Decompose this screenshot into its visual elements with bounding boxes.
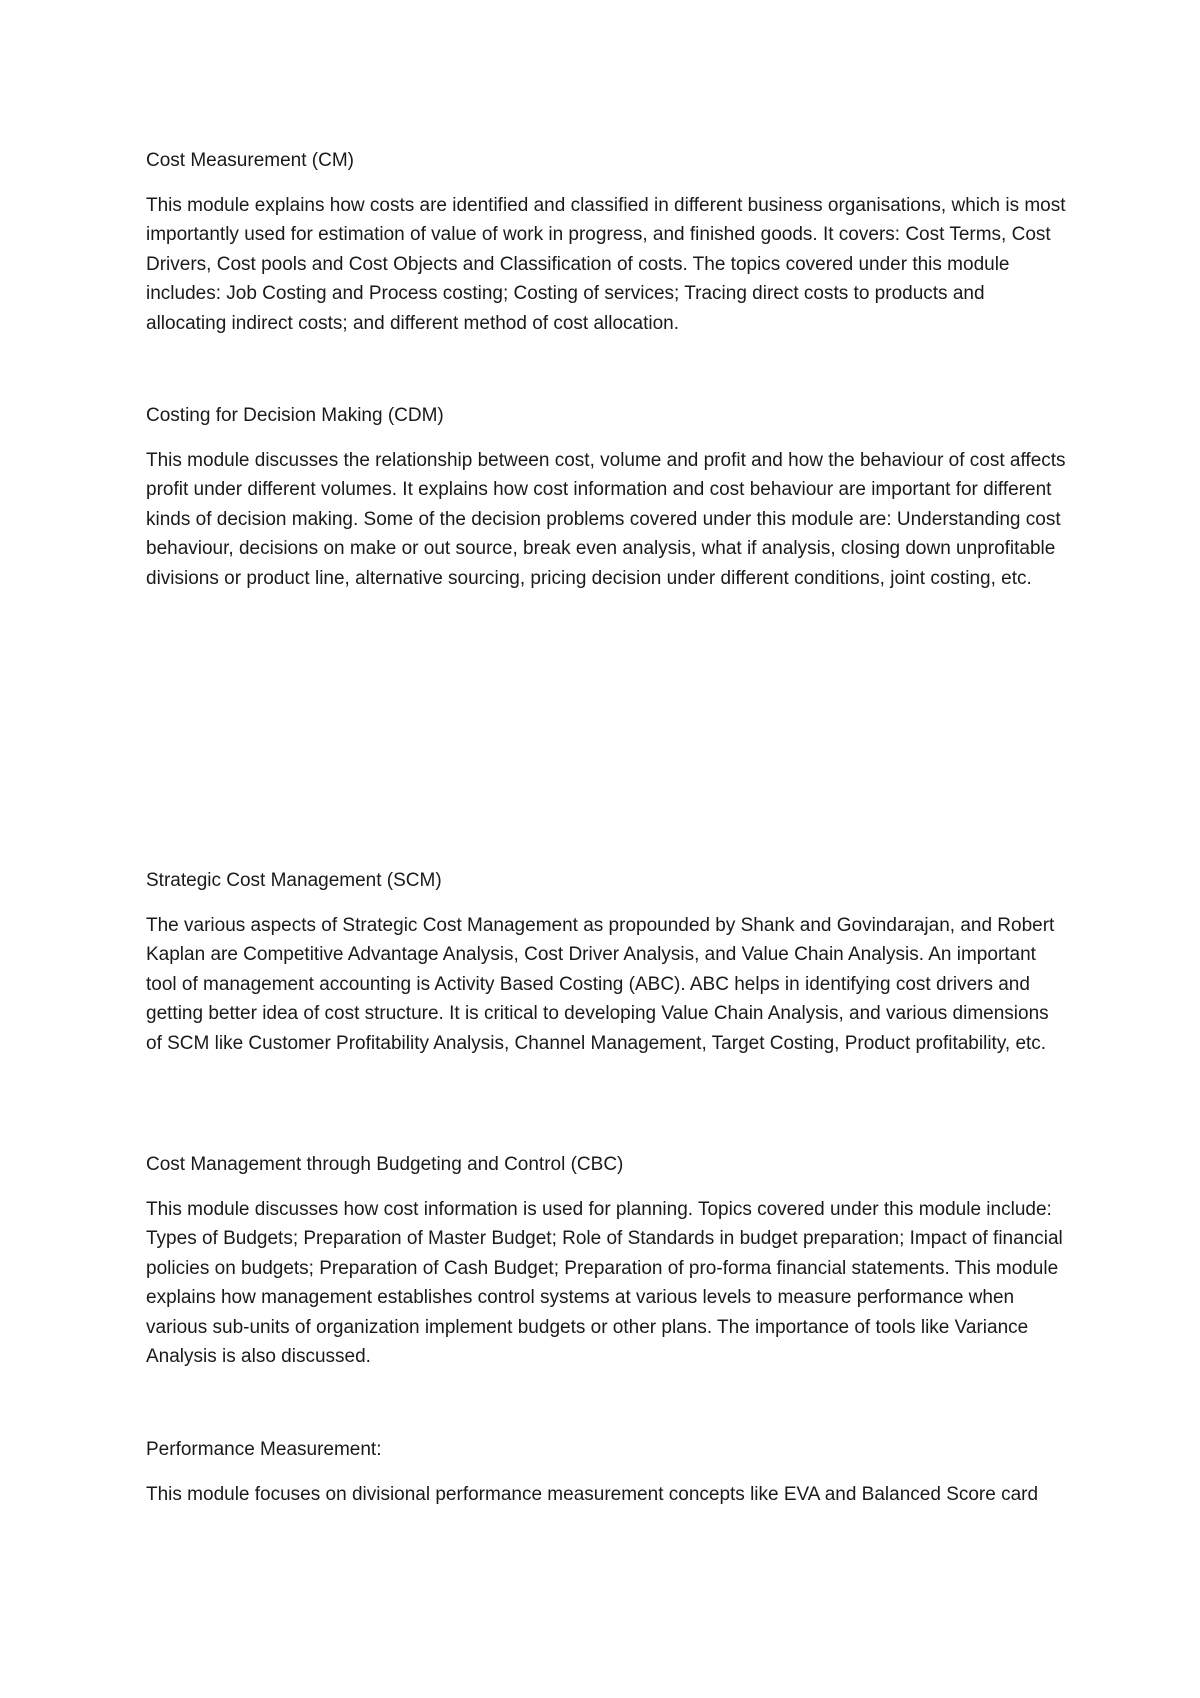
section-body: This module explains how costs are identified and classified in different business organisations, which is most importantly used for estimation of value of work in progress, and finished goods. It covers: Cost Terms, Cost Drivers, Cost pools and Cost Objects and Classification of costs. The topics covered under this module includes: Job Costing and Process costing; Costing of services; Tracing direct costs to products and allocating indirect costs; and different method of cost allocation. (146, 195, 1066, 334)
section-heading: Cost Management through Budgeting and Control (CBC) (146, 1154, 624, 1175)
section-body: This module focuses on divisional performance measurement concepts like EVA and Balanced Score card (146, 1484, 1039, 1505)
section-performance-measurement (146, 1435, 1066, 1509)
section-body: This module discusses the relationship between cost, volume and profit and how the behaviour of cost affects profit under different volumes. It explains how cost information and cost behaviour are important for different kinds of decision making. Some of the decision problems covered under this module are: Understanding cost behaviour, decisions on make or out source, break even analysis, what if analysis, closing down unprofitable divisions or product line, alternative sourcing, pricing decision under different conditions, joint costing, etc. (146, 450, 1066, 589)
section-strategic-cost-management (146, 866, 1066, 1058)
section-heading: Performance Measurement: (146, 1439, 382, 1460)
section-budgeting-control (146, 1150, 1066, 1371)
section-costing-decision-making (146, 401, 1066, 593)
section-heading: Cost Measurement (CM) (146, 150, 354, 171)
section-cost-measurement (146, 146, 1066, 338)
section-body: The various aspects of Strategic Cost Management as propounded by Shank and Govindarajan, and Robert Kaplan are Competitive Advantage Analysis, Cost Driver Analysis, and Value Chain Analysis. An important tool of management accounting is Activity Based Costing (ABC). ABC helps in identifying cost drivers and getting better idea of cost structure. It is critical to developing Value Chain Analysis, and various dimensions of SCM like Customer Profitability Analysis, Channel Management, Target Costing, Product profitability, etc. (146, 915, 1055, 1054)
section-heading: Costing for Decision Making (CDM) (146, 405, 444, 426)
section-body: This module discusses how cost information is used for planning. Topics covered under this module include: Types of Budgets; Preparation of Master Budget; Role of Standards in budget preparation; Impact of financial policies on budgets; Preparation of Cash Budget; Preparation of pro-forma financial statements. This module explains how management establishes control systems at various levels to measure performance when various sub-units of organization implement budgets or other plans. The importance of tools like Variance Analysis is also discussed. (146, 1199, 1063, 1368)
section-heading: Strategic Cost Management (SCM) (146, 870, 442, 891)
